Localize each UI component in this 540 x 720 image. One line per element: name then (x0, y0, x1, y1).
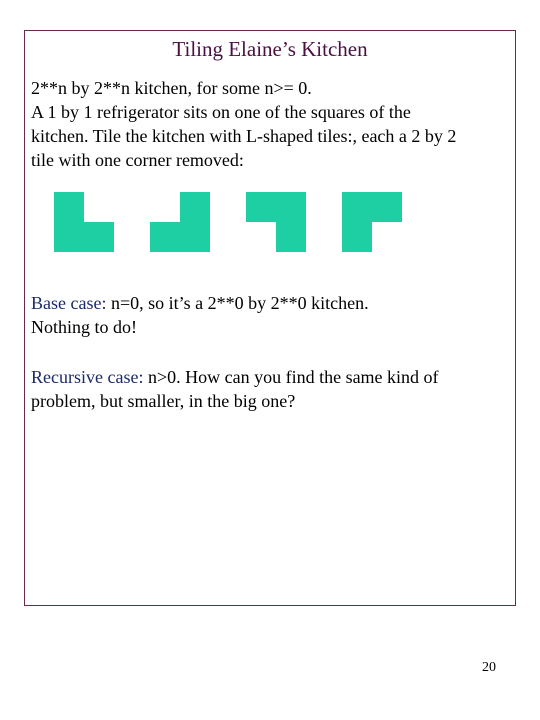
recursive-case-line-1 (31, 365, 511, 389)
base-case-label: Base case: (31, 293, 107, 313)
intro-text (31, 76, 511, 172)
base-case-line-2: Nothing to do! (31, 317, 137, 337)
slide-title: Tiling Elaine’s Kitchen (172, 37, 368, 61)
base-case-line-1 (31, 291, 511, 315)
recursive-case (31, 365, 511, 413)
intro-line-3: kitchen. Tile the kitchen with L-shaped tiles:, each a 2 by 2 (31, 126, 457, 146)
recursive-case-text: n>0. How can you find the same kind of (143, 367, 439, 387)
intro-line-2: A 1 by 1 refrigerator sits on one of the squares of the (31, 102, 411, 122)
base-case (31, 291, 511, 339)
recursive-case-label: Recursive case: (31, 367, 144, 387)
recursive-case-line-2: problem, but smaller, in the big one? (31, 391, 296, 411)
base-case-text: n=0, so it’s a 2**0 by 2**0 kitchen. (106, 293, 369, 313)
page-number: 20 (482, 660, 496, 675)
intro-line-1: 2**n by 2**n kitchen, for some n>= 0. (31, 78, 312, 98)
intro-line-4: tile with one corner removed: (31, 150, 244, 170)
